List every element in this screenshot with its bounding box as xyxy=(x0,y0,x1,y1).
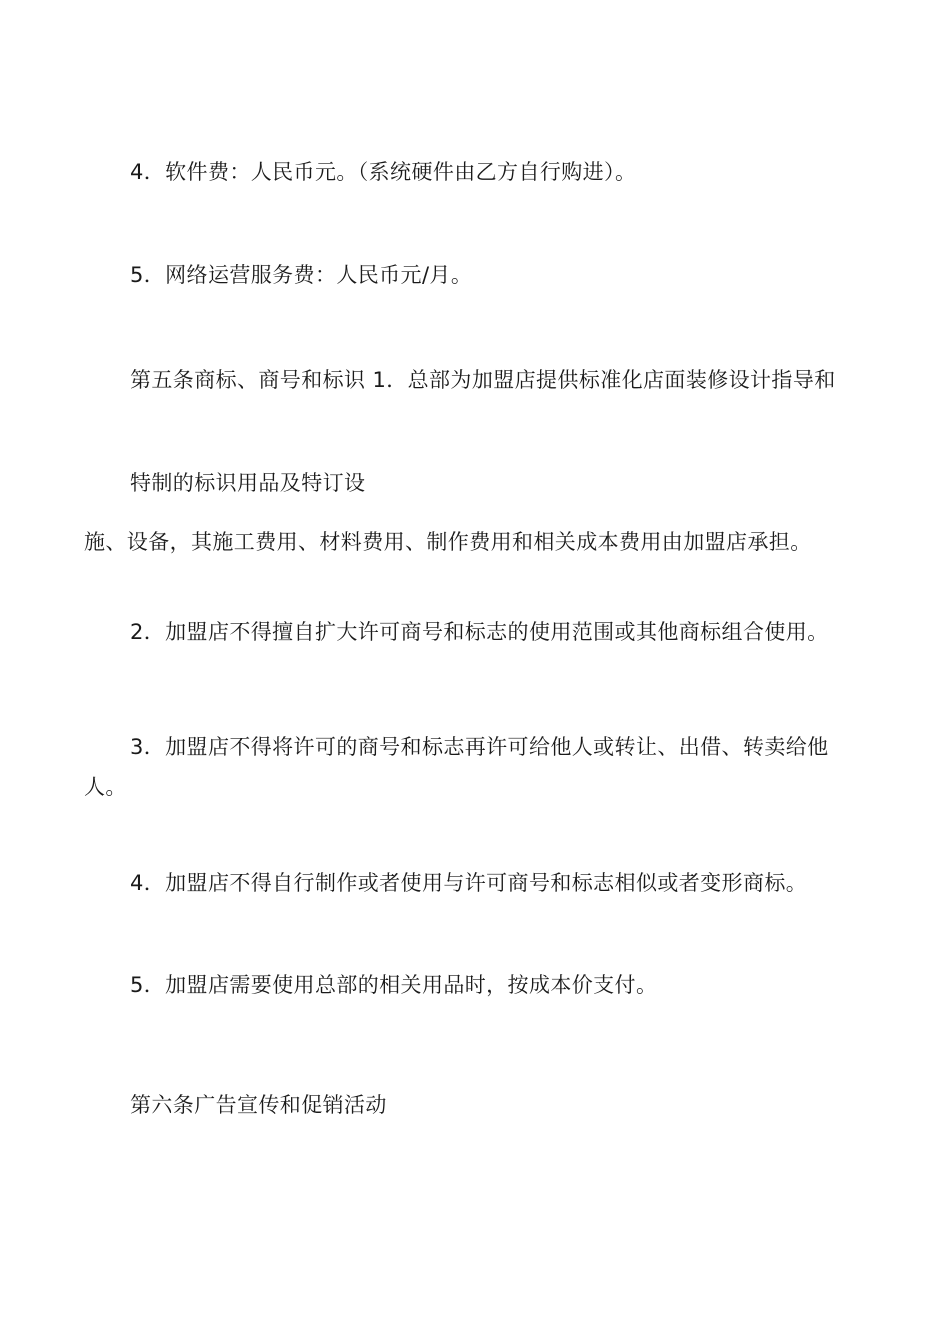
article-5-wrapped-line: 施、设备，其施工费用、材料费用、制作费用和相关成本费用由加盟店承担。 xyxy=(84,530,812,554)
paragraph-software-fee: 4．软件费：人民币元。（系统硬件由乙方自行购进）。 xyxy=(130,160,637,184)
paragraph-clause-2: 2．加盟店不得擅自扩大许可商号和标志的使用范围或其他商标组合使用。 xyxy=(130,620,829,644)
article-6-heading: 第六条广告宣传和促销活动 xyxy=(130,1093,387,1117)
paragraph-clause-3-wrap: 人。 xyxy=(84,775,127,799)
paragraph-clause-5: 5．加盟店需要使用总部的相关用品时，按成本价支付。 xyxy=(130,973,658,997)
paragraph-network-service-fee: 5．网络运营服务费：人民币元/月。 xyxy=(130,263,473,287)
article-5-continuation-line: 特制的标识用品及特订设 xyxy=(130,471,366,495)
article-5-heading-line: 第五条商标、商号和标识 1．总部为加盟店提供标准化店面装修设计指导和 xyxy=(130,368,836,392)
paragraph-clause-4: 4．加盟店不得自行制作或者使用与许可商号和标志相似或者变形商标。 xyxy=(130,871,808,895)
paragraph-clause-3: 3．加盟店不得将许可的商号和标志再许可给他人或转让、出借、转卖给他 xyxy=(130,735,829,759)
